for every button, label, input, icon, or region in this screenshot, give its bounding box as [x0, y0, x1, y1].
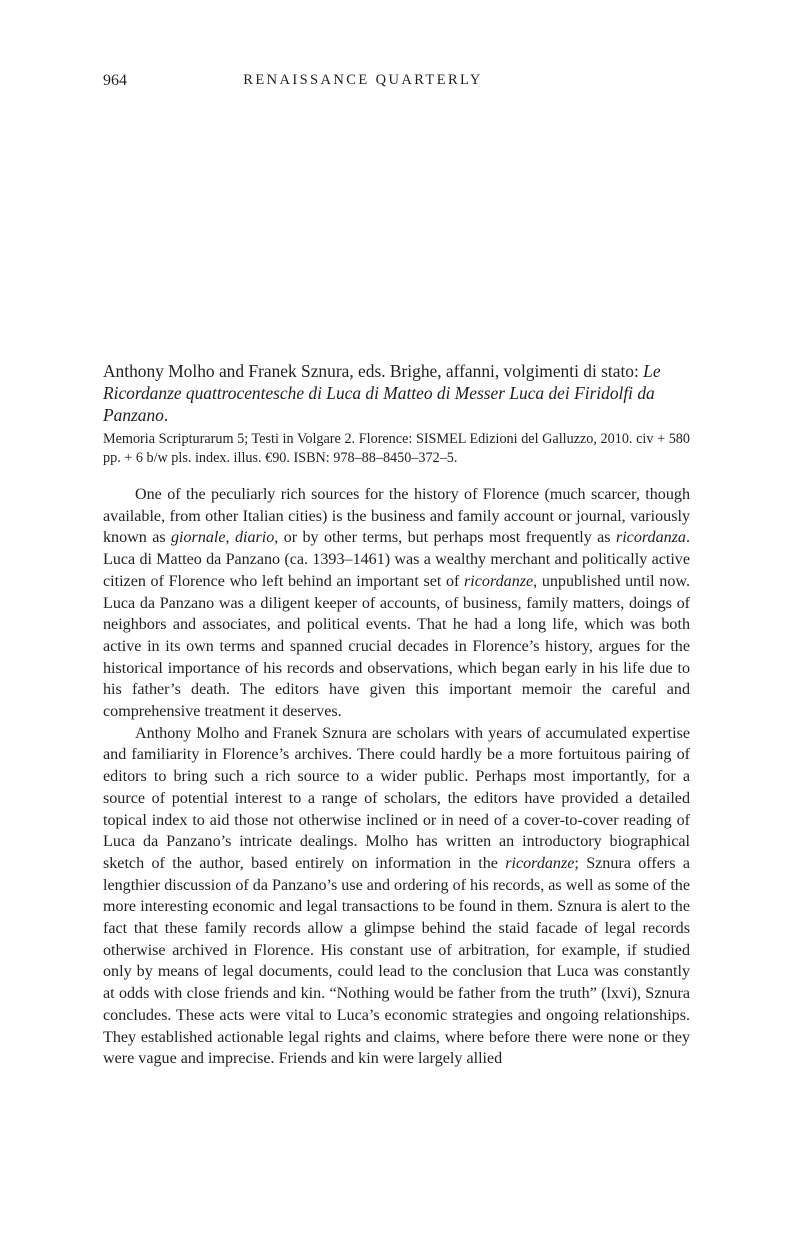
- p2-italic-ricordanze: ricordanze: [505, 854, 575, 872]
- p1-italic-giornale: giornale: [170, 529, 226, 547]
- p1-italic-ricordanze: ricordanze: [464, 572, 534, 590]
- review-body: [103, 484, 690, 1070]
- review-heading: [103, 360, 690, 468]
- p1-text-4: . Luca di Matteo da Panzano (ca. 1393–1461) was a wealthy merchant and politically active citizen of Florence who left behind an important set of: [103, 529, 691, 590]
- publication-info: Memoria Scripturarum 5; Testi in Volgare 2. Florence: SISMEL Edizioni del Galluzzo, 2010. civ + 580 pp. + 6 b/w pls. index. illus. €90. ISBN: 978–88–8450–372–5.: [103, 431, 690, 466]
- p1-text-3: , or by other terms, but perhaps most frequently as: [274, 529, 616, 547]
- p2-text-2: ; Sznura offers a lengthier discussion of da Panzano’s use and ordering of his records, as well as some of the more interesting economic and legal transactions to be found in them. Sznura is alert to the fact that these family records allow a glimpse behind the staid facade of legal records otherwise archived in Florence. His constant use of arbitration, for example, if studied only by means of legal documents, could lead to the conclusion that Luca was constantly at odds with close friends and kin. “Nothing would be father from the truth” (lxvi), Sznura concludes. These acts were vital to Luca’s economic strategies and ongoing relationships. They established actionable legal rights and claims, where before there were none or they were vague and imprecise. Friends and kin were largely allied: [103, 854, 690, 1068]
- citation-title: Le Ricordanze quattrocentesche di Luca di Matteo di Messer Luca dei Firidolfi da Panzano: [103, 361, 661, 425]
- p2-text-1: Anthony Molho and Franek Sznura are scholars with years of accumulated expertise and familiarity in Florence’s archives. There could hardly be a more fortuitous pairing of editors to bring such a rich source to a wider public. Perhaps most importantly, for a source of potential interest to a range of scholars, the editors have provided a detailed topical index to aid those not otherwise inclined or in need of a cover-to-cover reading of Luca da Panzano’s intricate dealings. Molho has written an introductory biographical sketch of the author, based entirely on information in the: [103, 724, 690, 872]
- p1-text-1: One of the peculiarly rich sources for the history of Florence (much scarcer, though available, from other Italian cities) is the business and family account or journal, variously known as: [103, 486, 690, 547]
- page-number: 964: [103, 72, 127, 89]
- citation-authors: Anthony Molho and Franek Sznura, eds. Brighe, affanni, volgimenti di stato:: [103, 361, 644, 381]
- p1-italic-diario: diario: [234, 529, 275, 547]
- p1-text-2: ,: [225, 529, 235, 547]
- citation-end: .: [163, 405, 169, 425]
- paragraph-1: [103, 484, 690, 723]
- running-head: [103, 72, 690, 94]
- journal-title: RENAISSANCE QUARTERLY: [243, 72, 483, 88]
- paragraph-2: [103, 723, 690, 1070]
- p1-italic-ricordanza: ricordanza: [615, 529, 686, 547]
- book-citation: [103, 360, 690, 426]
- p1-text-5: , unpublished until now. Luca da Panzano was a diligent keeper of accounts, of business, family matters, doings of neighbors and associates, and political events. That he had a long life, which was both active in its own terms and spanned crucial decades in Florence’s history, argues for the historical importance of his records and observations, which began early in his life due to his father’s death. The editors have given this important memoir the careful and comprehensive treatment it deserves.: [103, 572, 690, 721]
